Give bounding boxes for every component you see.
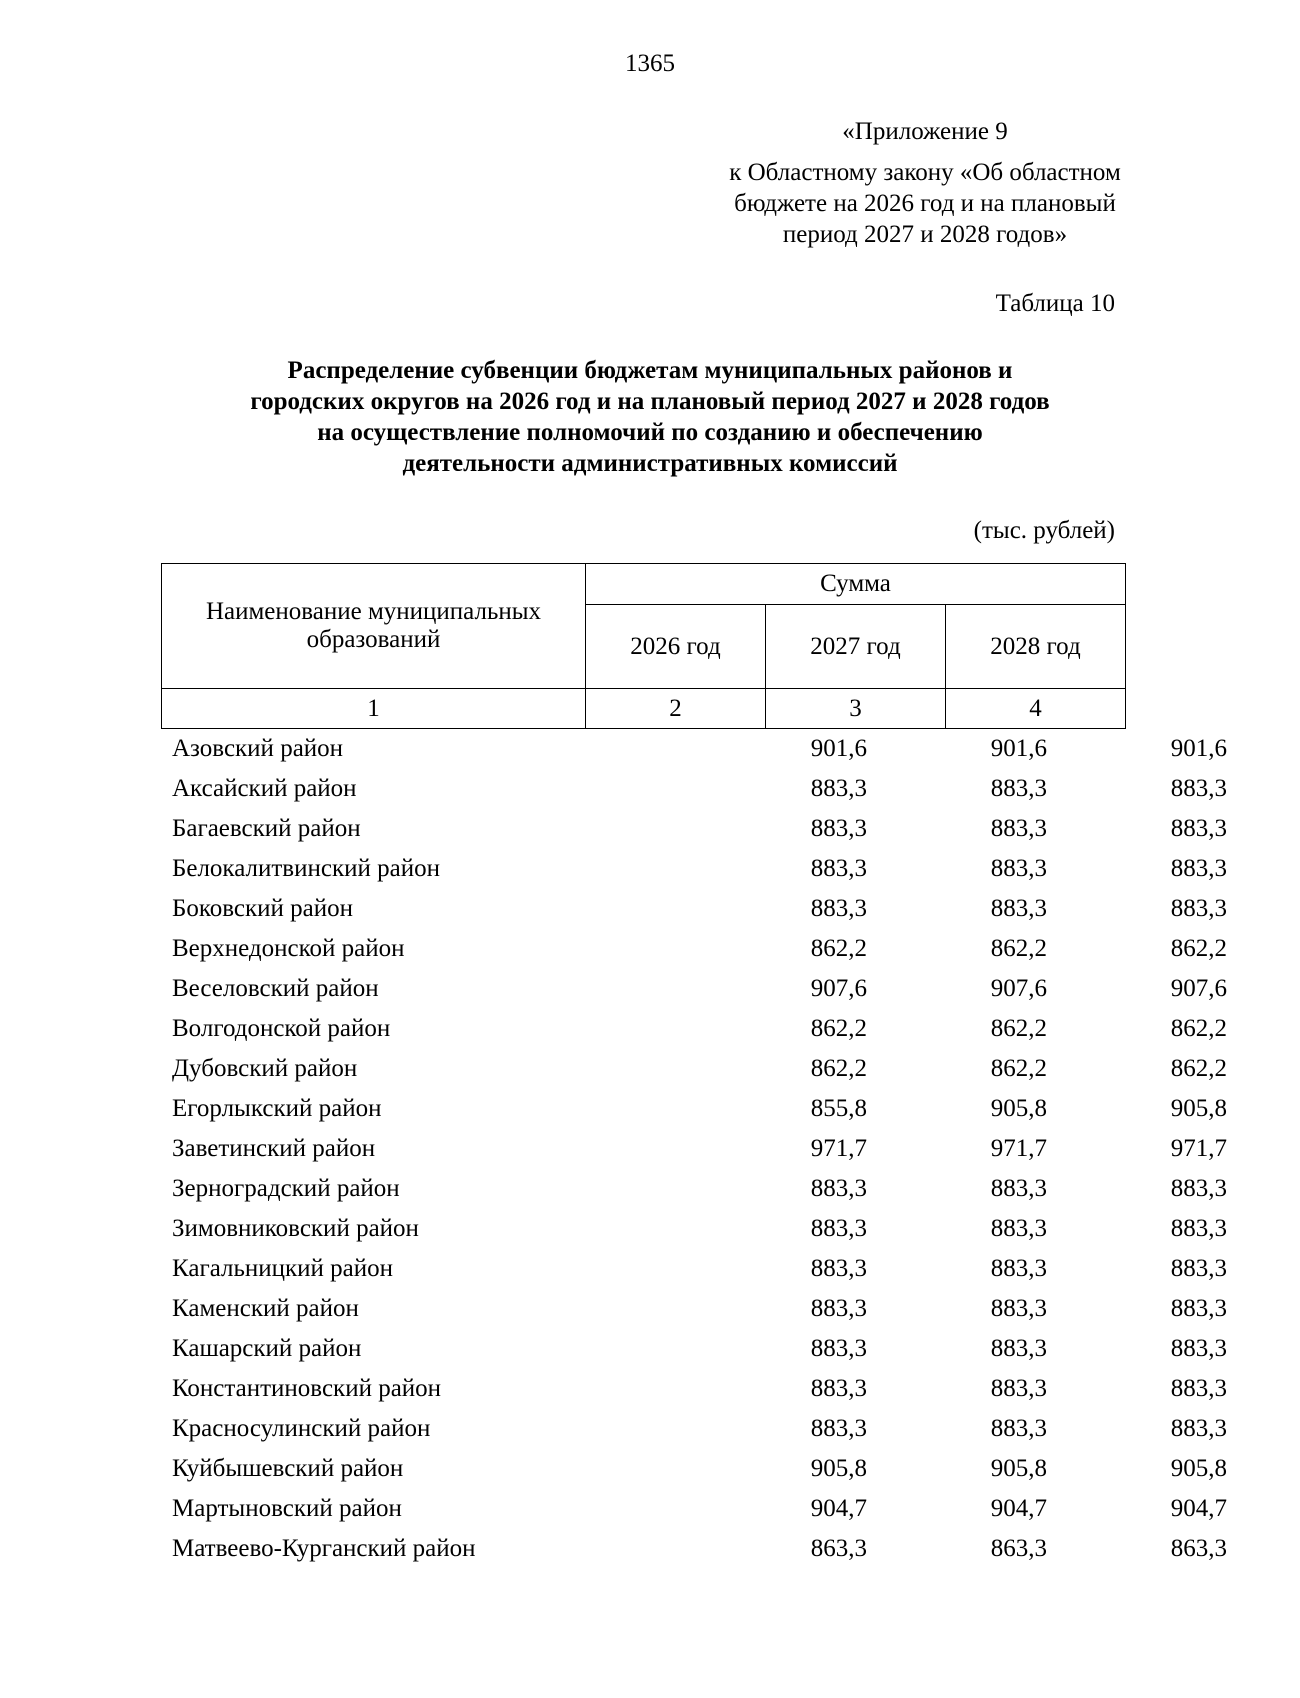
appendix-line: «Приложение 9 bbox=[842, 118, 1008, 145]
value-2026: 862,2 bbox=[810, 1055, 867, 1082]
title-line: городских округов на 2026 год и на плановый период 2027 и 2028 годов bbox=[250, 388, 1050, 415]
value-2026: 855,8 bbox=[810, 1095, 867, 1122]
municipality-name: Мартыновский район bbox=[172, 1495, 402, 1522]
title-line: на осуществление полномочий по созданию и обеспечению bbox=[317, 419, 983, 446]
value-2026: 883,3 bbox=[810, 1175, 867, 1202]
value-2026: 883,3 bbox=[810, 895, 867, 922]
appendix-reference bbox=[660, 116, 1190, 250]
table-row bbox=[172, 1455, 1227, 1495]
municipality-name: Верхнедонской район bbox=[172, 935, 405, 962]
sum-header: Сумма bbox=[586, 564, 1126, 605]
value-2027: 863,3 bbox=[990, 1535, 1047, 1562]
table-row bbox=[172, 1495, 1227, 1535]
value-2026: 883,3 bbox=[810, 775, 867, 802]
value-2028: 904,7 bbox=[1170, 1495, 1227, 1522]
column-number: 1 bbox=[162, 689, 586, 729]
value-2027: 883,3 bbox=[990, 815, 1047, 842]
table-row bbox=[172, 1015, 1227, 1055]
appendix-line: период 2027 и 2028 годов» bbox=[782, 221, 1068, 248]
table-row bbox=[172, 1215, 1227, 1255]
title-line: деятельности административных комиссий bbox=[402, 450, 898, 477]
municipality-name: Белокалитвинский район bbox=[172, 855, 440, 882]
document-title bbox=[0, 355, 1300, 479]
table-row bbox=[172, 1335, 1227, 1375]
value-2026: 883,3 bbox=[810, 855, 867, 882]
header-line: образований bbox=[306, 626, 441, 653]
value-2028: 883,3 bbox=[1170, 1255, 1227, 1282]
value-2027: 971,7 bbox=[990, 1135, 1047, 1162]
table-row bbox=[172, 935, 1227, 975]
value-2027: 883,3 bbox=[990, 895, 1047, 922]
value-2026: 883,3 bbox=[810, 1375, 867, 1402]
table-row bbox=[172, 1295, 1227, 1335]
value-2027: 904,7 bbox=[990, 1495, 1047, 1522]
appendix-line: к Областному закону «Об областном bbox=[729, 159, 1121, 186]
value-2026: 883,3 bbox=[810, 1255, 867, 1282]
municipality-name: Веселовский район bbox=[172, 975, 379, 1002]
municipality-name: Каменский район bbox=[172, 1295, 359, 1322]
municipality-name: Багаевский район bbox=[172, 815, 361, 842]
table-row bbox=[172, 1375, 1227, 1415]
header-line: Наименование муниципальных bbox=[205, 598, 542, 625]
value-2026: 883,3 bbox=[810, 1215, 867, 1242]
municipality-name: Аксайский район bbox=[172, 775, 357, 802]
title-line: Распределение субвенции бюджетам муниципальных районов и bbox=[287, 357, 1013, 384]
value-2027: 883,3 bbox=[990, 855, 1047, 882]
value-2028: 907,6 bbox=[1170, 975, 1227, 1002]
value-2028: 862,2 bbox=[1170, 1055, 1227, 1082]
table-row bbox=[172, 975, 1227, 1015]
value-2026: 907,6 bbox=[810, 975, 867, 1002]
value-2027: 862,2 bbox=[990, 935, 1047, 962]
table-row bbox=[172, 815, 1227, 855]
table-row bbox=[172, 1415, 1227, 1455]
table-row bbox=[172, 1095, 1227, 1135]
municipality-name: Егорлыкский район bbox=[172, 1095, 382, 1122]
municipality-name: Азовский район bbox=[172, 735, 344, 762]
table-row bbox=[172, 1535, 1227, 1575]
table-row bbox=[172, 1255, 1227, 1295]
value-2027: 905,8 bbox=[990, 1095, 1047, 1122]
value-2027: 883,3 bbox=[990, 775, 1047, 802]
municipality-name: Матвеево-Курганский район bbox=[172, 1535, 476, 1562]
value-2028: 863,3 bbox=[1170, 1535, 1227, 1562]
value-2026: 905,8 bbox=[810, 1455, 867, 1482]
value-2028: 905,8 bbox=[1170, 1095, 1227, 1122]
column-number: 3 bbox=[766, 689, 946, 729]
value-2026: 883,3 bbox=[810, 1295, 867, 1322]
value-2028: 883,3 bbox=[1170, 855, 1227, 882]
municipality-name: Константиновский район bbox=[172, 1375, 442, 1402]
value-2026: 901,6 bbox=[810, 735, 867, 762]
name-column-header bbox=[162, 564, 586, 689]
value-2026: 904,7 bbox=[810, 1495, 867, 1522]
municipality-name: Кашарский район bbox=[172, 1335, 362, 1362]
value-2027: 883,3 bbox=[990, 1415, 1047, 1442]
municipality-name: Боковский район bbox=[172, 895, 353, 922]
value-2028: 883,3 bbox=[1170, 1215, 1227, 1242]
value-2026: 883,3 bbox=[810, 1335, 867, 1362]
value-2027: 883,3 bbox=[990, 1215, 1047, 1242]
table-row bbox=[172, 855, 1227, 895]
value-2027: 883,3 bbox=[990, 1255, 1047, 1282]
value-2028: 883,3 bbox=[1170, 775, 1227, 802]
value-2028: 905,8 bbox=[1170, 1455, 1227, 1482]
municipality-name: Заветинский район bbox=[172, 1135, 376, 1162]
municipality-name: Зерноградский район bbox=[172, 1175, 400, 1202]
municipality-name: Дубовский район bbox=[172, 1055, 358, 1082]
municipality-name: Кагальницкий район bbox=[172, 1255, 394, 1282]
value-2028: 883,3 bbox=[1170, 1375, 1227, 1402]
value-2027: 883,3 bbox=[990, 1375, 1047, 1402]
table-row bbox=[172, 735, 1227, 775]
units-label: (тыс. рублей) bbox=[973, 517, 1115, 544]
value-2027: 883,3 bbox=[990, 1295, 1047, 1322]
table-header bbox=[161, 563, 1126, 729]
value-2026: 883,3 bbox=[810, 1415, 867, 1442]
value-2028: 883,3 bbox=[1170, 815, 1227, 842]
value-2027: 905,8 bbox=[990, 1455, 1047, 1482]
appendix-line: бюджете на 2026 год и на плановый bbox=[734, 190, 1116, 217]
municipality-name: Волгодонской район bbox=[172, 1015, 391, 1042]
value-2028: 971,7 bbox=[1170, 1135, 1227, 1162]
value-2028: 862,2 bbox=[1170, 935, 1227, 962]
value-2028: 883,3 bbox=[1170, 1335, 1227, 1362]
year-header: 2026 год bbox=[586, 605, 766, 689]
value-2028: 883,3 bbox=[1170, 1415, 1227, 1442]
municipality-name: Зимовниковский район bbox=[172, 1215, 419, 1242]
page-number: 1365 bbox=[625, 50, 675, 77]
value-2026: 863,3 bbox=[810, 1535, 867, 1562]
value-2028: 862,2 bbox=[1170, 1015, 1227, 1042]
value-2027: 883,3 bbox=[990, 1335, 1047, 1362]
value-2028: 883,3 bbox=[1170, 1175, 1227, 1202]
value-2026: 862,2 bbox=[810, 935, 867, 962]
value-2027: 862,2 bbox=[990, 1055, 1047, 1082]
value-2027: 883,3 bbox=[990, 1175, 1047, 1202]
table-row bbox=[172, 1055, 1227, 1095]
value-2028: 883,3 bbox=[1170, 895, 1227, 922]
value-2028: 901,6 bbox=[1170, 735, 1227, 762]
value-2028: 883,3 bbox=[1170, 1295, 1227, 1322]
column-number: 2 bbox=[586, 689, 766, 729]
value-2026: 971,7 bbox=[810, 1135, 867, 1162]
year-header: 2028 год bbox=[946, 605, 1126, 689]
table-number: Таблица 10 bbox=[995, 290, 1115, 317]
value-2026: 862,2 bbox=[810, 1015, 867, 1042]
value-2027: 907,6 bbox=[990, 975, 1047, 1002]
table-row bbox=[172, 1175, 1227, 1215]
table-row bbox=[172, 775, 1227, 815]
value-2027: 862,2 bbox=[990, 1015, 1047, 1042]
municipality-name: Куйбышевский район bbox=[172, 1455, 404, 1482]
year-header: 2027 год bbox=[766, 605, 946, 689]
column-number: 4 bbox=[946, 689, 1126, 729]
table-row bbox=[172, 1135, 1227, 1175]
value-2026: 883,3 bbox=[810, 815, 867, 842]
table-row bbox=[172, 895, 1227, 935]
municipality-name: Красносулинский район bbox=[172, 1415, 431, 1442]
value-2027: 901,6 bbox=[990, 735, 1047, 762]
